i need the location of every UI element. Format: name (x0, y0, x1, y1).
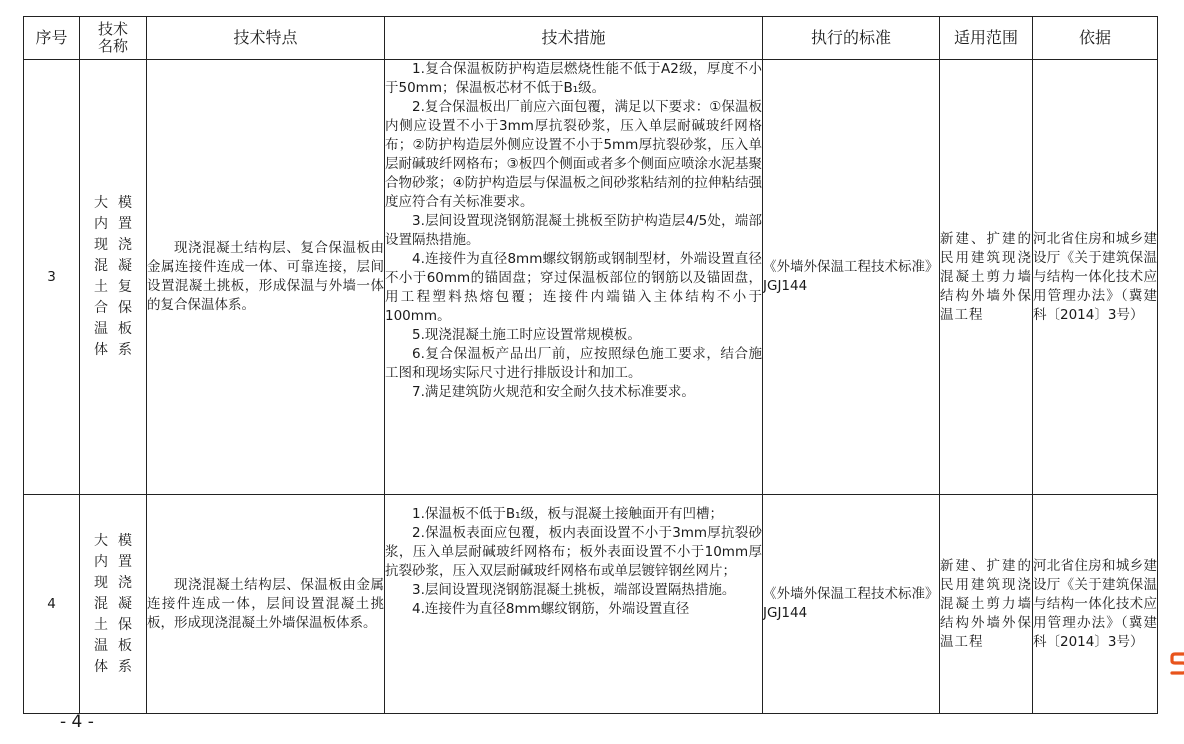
table-row (24, 495, 1158, 714)
tech-name-col-right: 模 置 浇 凝 保 板 系 (118, 532, 132, 675)
applicable-standard: 《外墙外保温工程技术标准》JGJ144 (763, 495, 940, 714)
measure-item: 4.连接件为直径8mm螺纹钢筋，外端设置直径 (412, 601, 690, 617)
page-number: - 4 - (60, 712, 94, 732)
tech-features (147, 495, 385, 714)
measure-item: 1.复合保温板防护构造层燃烧性能不低于A2级，厚度不小于50mm；保温板芯材不低于B₁级。 (385, 61, 762, 96)
row-number: 3 (24, 60, 80, 495)
measure-item: 4.连接件为直径8mm螺纹钢筋或钢制型材，外端设置直径不小于60mm的锚固盘；穿过保温板部位的钢筋以及锚固盘，用工程塑料热熔包覆；连接件内端锚入主体结构不小于100mm。 (385, 251, 762, 324)
measure-item: 5.现浇混凝土施工时应设置常规模板。 (412, 327, 641, 343)
measure-item: 3.层间设置现浇钢筋混凝土挑板，端部设置隔热措施。 (412, 582, 736, 598)
measure-item: 6.复合保温板产品出厂前，应按照绿色施工要求，结合施工图和现场实际尺寸进行排版设计和加工。 (385, 346, 762, 381)
header-measures: 技术措施 (385, 17, 763, 60)
header-standard: 执行的标准 (763, 17, 940, 60)
header-features: 技术特点 (147, 17, 385, 60)
table-row (24, 60, 1158, 495)
feature-text: 现浇混凝土结构层、复合保温板由金属连接件连成一体、可靠连接，层间设置混凝土挑板，形成保温与外墙一体的复合保温体系。 (147, 240, 384, 313)
tech-measures (385, 60, 763, 495)
header-no: 序号 (24, 17, 80, 60)
tech-name (80, 60, 147, 495)
measure-item: 2.复合保温板出厂前应六面包覆，满足以下要求：①保温板内侧应设置不小于3mm厚抗裂砂浆，压入单层耐碱玻纤网格布；②防护构造层外侧应设置不小于5mm厚抗裂砂浆，压入单层耐碱玻纤网格布；③板四个侧面或者多个侧面应喷涂水泥基聚合物砂浆；④防护构造层与保温板之间砂浆粘结剂的拉伸粘结强度应符合有关标准要求。 (385, 99, 762, 210)
feature-text: 现浇混凝土结构层、保温板由金属连接件连成一体，层间设置混凝土挑板，形成现浇混凝土外墙保温板体系。 (147, 576, 384, 631)
tech-measures (385, 495, 763, 714)
header-basis: 依据 (1033, 17, 1158, 60)
row-number: 4 (24, 495, 80, 714)
basis: 河北省住房和城乡建设厅《关于建筑保温与结构一体化技术应用管理办法》（冀建科〔2014〕3号） (1033, 495, 1158, 714)
applicable-standard: 《外墙外保温工程技术标准》JGJ144 (763, 60, 940, 495)
applicable-scope: 新建、扩建的民用建筑现浇混凝土剪力墙结构外墙外保温工程 (940, 495, 1033, 714)
basis: 河北省住房和城乡建设厅《关于建筑保温与结构一体化技术应用管理办法》（冀建科〔2014〕3号） (1033, 60, 1158, 495)
measure-item: 3.层间设置现浇钢筋混凝土挑板至防护构造层4/5处，端部设置隔热措施。 (385, 213, 762, 248)
header-tech-name (80, 17, 147, 60)
measure-item: 7.满足建筑防火规范和安全耐久技术标准要求。 (412, 384, 695, 400)
measure-item: 2.保温板表面应包覆，板内表面设置不小于3mm厚抗裂砂浆，压入单层耐碱玻纤网格布；板外表面设置不小于10mm厚抗裂砂浆，压入双层耐碱玻纤网格布或单层镀锌钢丝网片； (385, 525, 762, 579)
tech-features (147, 60, 385, 495)
header-scope: 适用范围 (940, 17, 1033, 60)
standards-table (23, 16, 1158, 714)
header-tech-name-label: 技术名称 (97, 20, 128, 55)
tech-name-col-left: 大 内 现 混 土 合 温 体 (94, 195, 108, 358)
tech-name-col-left: 大 内 现 混 土 温 体 (94, 532, 108, 675)
tech-name-col-right: 模 置 浇 凝 复 保 板 系 (118, 195, 132, 358)
tech-name (80, 495, 147, 714)
table-header-row (24, 17, 1158, 60)
applicable-scope: 新建、扩建的民用建筑现浇混凝土剪力墙结构外墙外保温工程 (940, 60, 1033, 495)
measure-item: 1.保温板不低于B₁级，板与混凝土接触面开有凹槽； (412, 506, 724, 522)
brand-logo-icon (1170, 650, 1184, 676)
